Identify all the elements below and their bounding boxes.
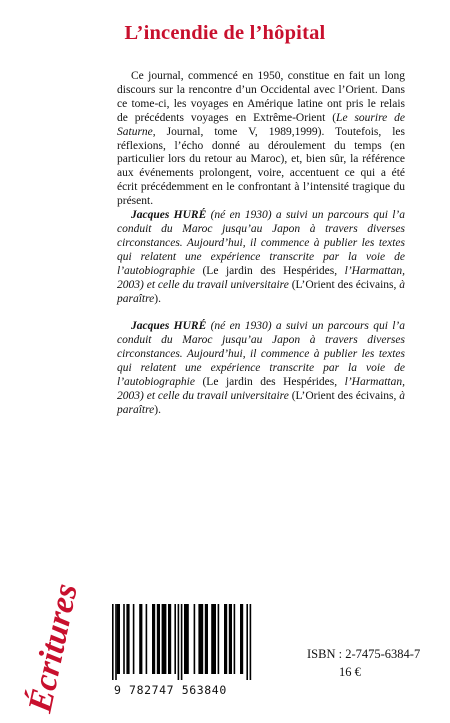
- text-run: ).: [154, 403, 161, 416]
- author-bio-paragraph: [117, 209, 405, 306]
- isbn: ISBN : 2-7475-6384-7: [307, 647, 421, 661]
- barcode-bar: [218, 604, 220, 674]
- barcode-bar: [184, 604, 189, 674]
- barcode-bar: [181, 604, 183, 680]
- barcode-bar: [117, 604, 120, 674]
- summary-paragraph: [117, 70, 405, 209]
- barcode-bar: [123, 604, 125, 674]
- barcode-bar: [224, 604, 227, 674]
- text-run: Le sourire de Saturne: [117, 111, 405, 138]
- text-run: (né en 1930) a suivi un parcours qui l’a conduit du Maroc jusqu’au Japon à travers diverses circonstances. Aujourd’hui, il commence à publier les textes qui relatent une expérience transcrite par la voie de l’autobiographie: [117, 320, 406, 389]
- barcode-bar: [174, 604, 176, 674]
- text-run: Ce journal, commencé en 1950, constitue en fait un long discours sur la rencontre d’un Occidental avec l’Orient. Dans ce tome-ci, les voyages en Amérique latine ont pris le relais de précédents voyages en Extrême-Orient (: [117, 70, 405, 124]
- barcode-bar: [152, 604, 155, 674]
- barcode-bar: [229, 604, 232, 674]
- barcode-bar: [115, 604, 117, 680]
- text-run: l’Harmattan, 2003) et celle du travail universitaire: [117, 376, 405, 402]
- text-run: (L’Orient des écivains,: [288, 278, 400, 291]
- author-bio-paragraph-repeat: [117, 320, 405, 417]
- text-run: ).: [154, 292, 161, 305]
- barcode-bar: [157, 604, 160, 674]
- barcode-bar: [133, 604, 135, 674]
- text-run: (Le jardin des Hespérides,: [194, 376, 345, 389]
- ecritures-logo-text: Écritures: [21, 580, 85, 716]
- barcode-bar: [240, 604, 243, 674]
- barcode-bar: [234, 604, 236, 674]
- barcode-bar: [250, 604, 252, 680]
- barcode-bar: [112, 604, 114, 680]
- ecritures-logo: [6, 558, 85, 718]
- barcode: [108, 604, 288, 680]
- text-run: (L’Orient des écivains,: [288, 389, 400, 402]
- barcode-bar: [162, 604, 167, 674]
- text-run: Jacques HURÉ: [131, 320, 207, 333]
- barcode-bar: [146, 604, 148, 674]
- barcode-bar: [178, 604, 180, 680]
- text-run: à paraître: [117, 389, 405, 416]
- text-run: (né en 1930) a suivi un parcours qui l’a conduit du Maroc jusqu’au Japon à travers diverses circonstances. Aujourd’hui, il commence à publier les textes qui relatent une expérience transcrite par la voie de l’autobiographie: [117, 209, 406, 277]
- text-run: l’Harmattan, 2003) et celle du travail universitaire: [117, 264, 405, 291]
- text-run: à paraître: [117, 278, 405, 305]
- text-run: , Journal, tome V, 1989,1999). Toutefois, les réflexions, l’écho donné au déroulement du temps (en particulier lors du retour au Maroc), et, bien sûr, la référence aux événements prolongent, voire, accentuent ce qui a été écrit précédemment en le confrontant à l’intensité tragique du présent.: [117, 125, 405, 208]
- book-title: L’incendie de l’hôpital: [124, 22, 326, 44]
- barcode-bar: [205, 604, 208, 674]
- text-run: Jacques HURÉ: [131, 209, 207, 222]
- barcode-bar: [168, 604, 171, 674]
- barcode-bar: [194, 604, 196, 674]
- barcode-bar: [126, 604, 129, 674]
- barcode-bar: [246, 604, 248, 680]
- text-run: (Le jardin des Hespérides,: [194, 264, 345, 277]
- back-cover-text: [117, 70, 405, 418]
- barcode-bar: [211, 604, 216, 674]
- barcode-bar: [139, 604, 142, 674]
- barcode-bar: [198, 604, 203, 674]
- barcode-number: 9 782747 563840: [114, 683, 227, 697]
- price: 16 €: [339, 665, 361, 679]
